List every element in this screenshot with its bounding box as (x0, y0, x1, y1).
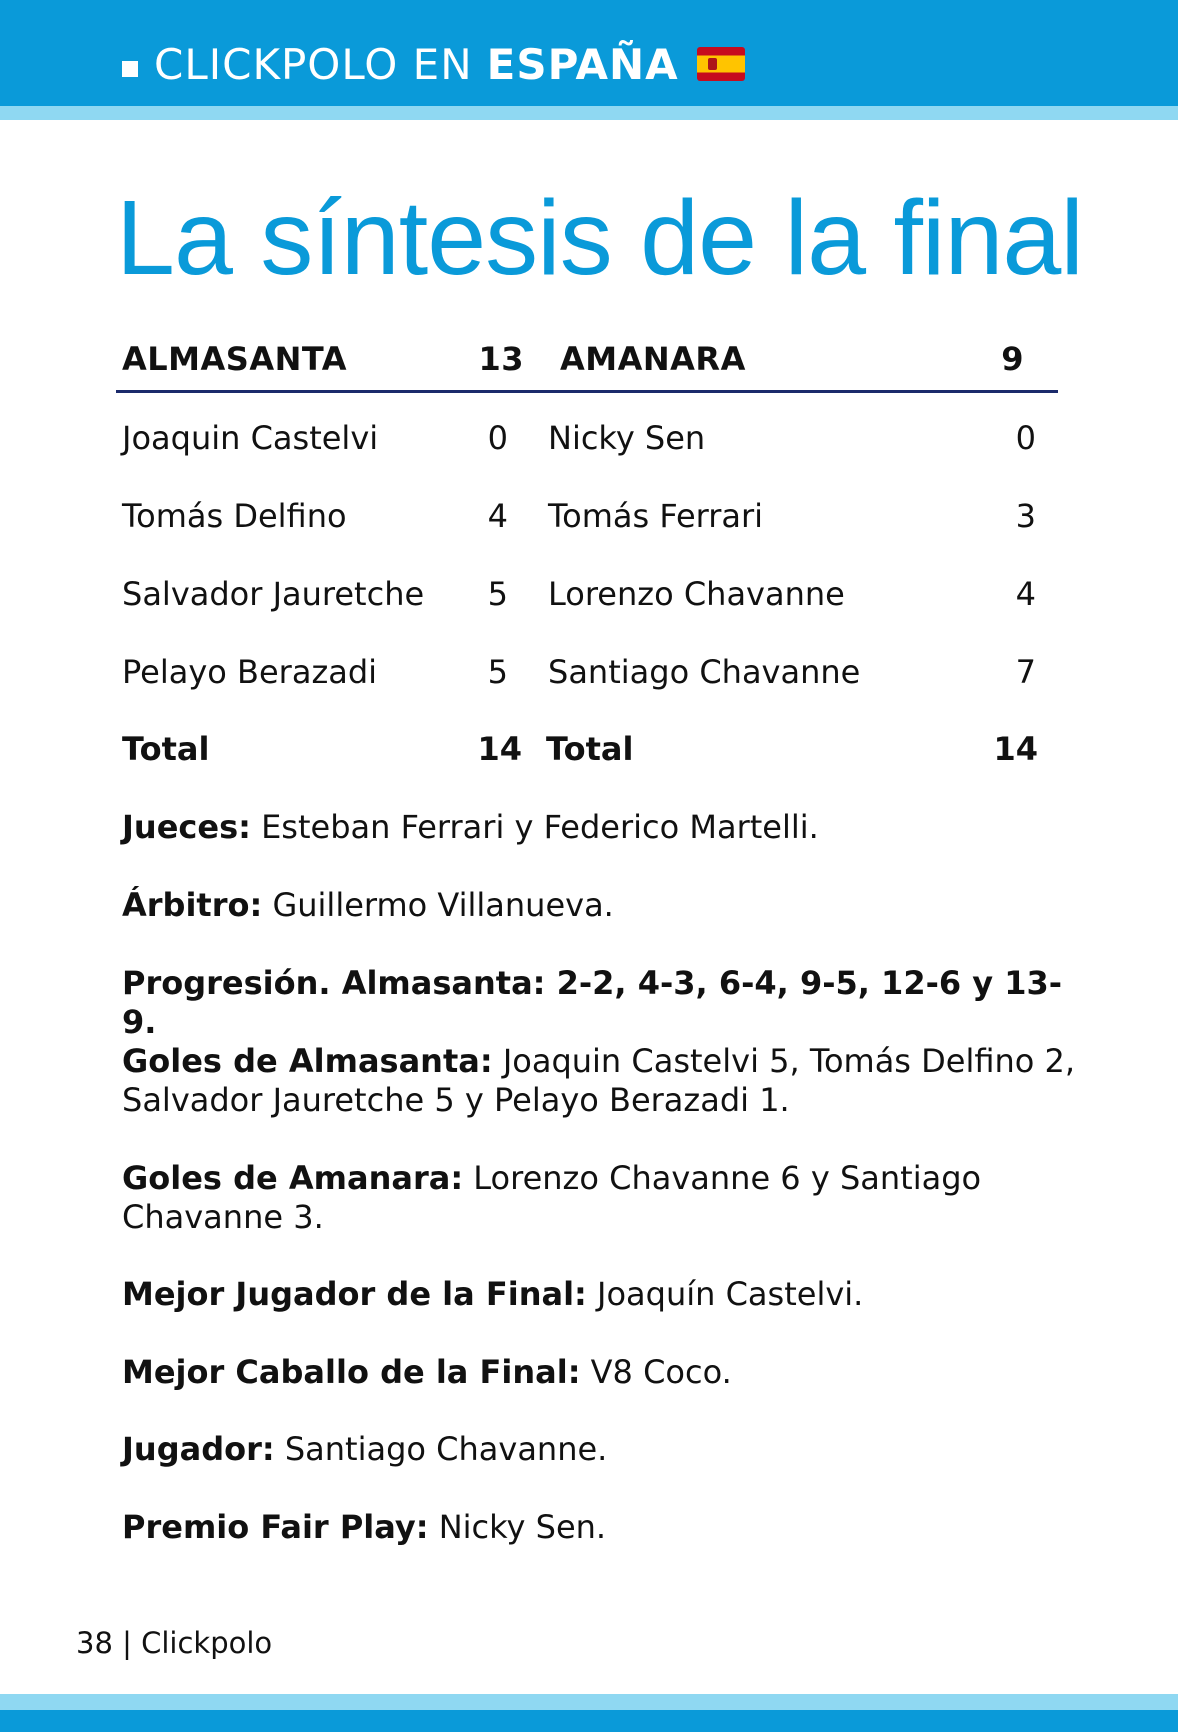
home-player-name: Salvador Jauretche (122, 575, 425, 613)
away-team-name: AMANARA (560, 340, 746, 378)
footer-separator: | (122, 1626, 132, 1660)
away-player-value: 4 (1015, 575, 1036, 613)
player-row (0, 569, 1178, 619)
away-team-score: 9 (1001, 340, 1024, 378)
spain-flag-icon (697, 47, 745, 81)
player-row (0, 647, 1178, 697)
totals-row (0, 724, 1178, 774)
header-stripe (0, 106, 1178, 120)
referee-line: Árbitro: Guillermo Villanueva. (122, 886, 614, 924)
section-label: CLICKPOLO EN (154, 39, 473, 89)
best-horse-line: Mejor Caballo de la Final: V8 Coco. (122, 1353, 732, 1391)
section-header (122, 36, 745, 92)
progression-line: Progresión. Almasanta: 2-2, 4-3, 6-4, 9-5, 12-6 y 13-9. (122, 964, 1063, 1041)
bottom-stripe (0, 1694, 1178, 1710)
home-total-value: 14 (477, 730, 522, 768)
away-player-value: 0 (1015, 419, 1036, 457)
section-label-bold: ESPAÑA (486, 39, 679, 89)
amanara-goals-line: Goles de Amanara: Lorenzo Chavanne 6 y Santiago Chavanne 3. (122, 1159, 982, 1236)
away-player-value: 3 (1015, 497, 1036, 535)
bottom-band (0, 1710, 1178, 1732)
home-player-value: 5 (487, 575, 508, 613)
away-player-name: Lorenzo Chavanne (548, 575, 845, 613)
home-player-name: Joaquin Castelvi (122, 419, 379, 457)
home-team-score: 13 (478, 340, 524, 378)
away-player-value: 7 (1015, 653, 1036, 691)
home-player-value: 0 (487, 419, 508, 457)
square-bullet-icon (122, 61, 138, 77)
horse-player-line: Jugador: Santiago Chavanne. (122, 1430, 608, 1468)
player-row (0, 491, 1178, 541)
away-player-name: Santiago Chavanne (548, 653, 861, 691)
table-divider (116, 390, 1058, 393)
teams-header-row (0, 334, 1178, 384)
page-footer (76, 1626, 272, 1660)
away-total-value: 14 (993, 730, 1038, 768)
away-player-name: Nicky Sen (548, 419, 706, 457)
judges-line: Jueces: Esteban Ferrari y Federico Martelli. (122, 808, 819, 846)
best-player-line: Mejor Jugador de la Final: Joaquín Castelvi. (122, 1275, 864, 1313)
fair-play-line: Premio Fair Play: Nicky Sen. (122, 1508, 607, 1546)
page-title: La síntesis de la final (116, 179, 1083, 297)
home-player-value: 4 (487, 497, 508, 535)
page-number: 38 (76, 1626, 113, 1660)
away-player-name: Tomás Ferrari (548, 497, 764, 535)
home-player-name: Pelayo Berazadi (122, 653, 378, 691)
home-total-label: Total (122, 730, 210, 768)
home-player-value: 5 (487, 653, 508, 691)
almasanta-goals-line: Goles de Almasanta: Joaquin Castelvi 5, Tomás Delfino 2, Salvador Jauretche 5 y Pelayo Berazadi 1. (122, 1042, 1076, 1119)
away-total-label: Total (546, 730, 634, 768)
player-row (0, 413, 1178, 463)
home-team-name: ALMASANTA (122, 340, 347, 378)
home-player-name: Tomás Delfino (122, 497, 347, 535)
publication-name: Clickpolo (141, 1626, 273, 1660)
